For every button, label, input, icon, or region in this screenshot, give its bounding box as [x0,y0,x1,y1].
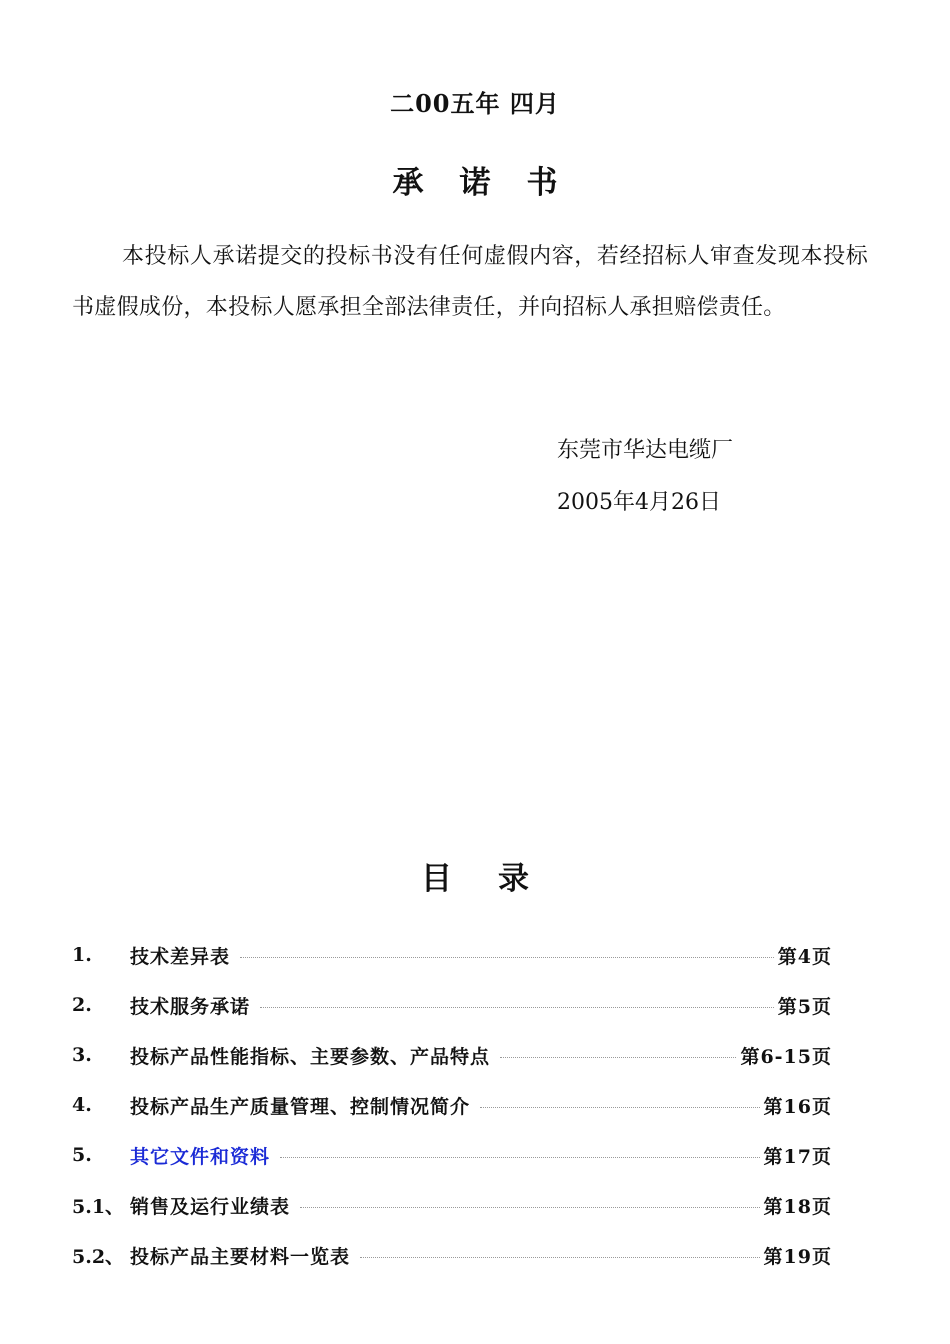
toc-item-number: 5. [72,1144,92,1166]
toc-item-page: 第16页 [763,1095,832,1118]
toc-item-number: 4. [72,1094,92,1116]
toc-item-label: 销售及运行业绩表 [130,1195,291,1218]
toc-item-label: 投标产品生产质量管理、控制情况简介 [130,1095,471,1118]
toc-leader-dots [260,1007,774,1008]
toc-item-number: 2. [72,994,92,1016]
toc-item-page: 第18页 [763,1195,832,1218]
toc-item[interactable] [72,930,832,980]
toc-item[interactable] [72,980,832,1030]
pledge-title: 承诺书 [392,165,594,201]
toc-item-label: 投标产品主要材料一览表 [130,1245,351,1268]
toc-item-page: 第5页 [777,995,832,1018]
toc-leader-dots [240,957,774,958]
toc-item[interactable] [72,1130,832,1180]
toc-leader-dots [360,1257,760,1258]
signature-date: 2005年4月26日 [557,490,721,515]
toc-item-number: 1. [72,944,92,966]
toc-item-label: 投标产品性能指标、主要参数、产品特点 [130,1045,491,1068]
toc-leader-dots [280,1157,760,1158]
toc-item-page: 第6-15页 [740,1045,832,1068]
toc-item-label: 技术服务承诺 [130,995,251,1018]
company-signature: 东莞市华达电缆厂 [557,438,734,463]
document-date-title: 二00五年 四月 [390,89,560,118]
toc-item-number: 3. [72,1044,92,1066]
toc-item[interactable] [72,1180,832,1230]
toc-title: 目录 [421,861,575,897]
toc-item-label: 技术差异表 [130,945,231,968]
toc-leader-dots [500,1057,736,1058]
table-of-contents [72,930,832,1280]
toc-leader-dots [300,1207,760,1208]
toc-item[interactable] [72,1030,832,1080]
toc-item-page: 第17页 [763,1145,832,1168]
toc-item-page: 第4页 [777,945,832,968]
toc-item-page: 第19页 [763,1245,832,1268]
toc-item-number: 5.1、 [72,1195,125,1218]
toc-item-label-link[interactable]: 其它文件和资料 [130,1145,271,1168]
toc-item-number: 5.2、 [72,1245,125,1268]
toc-leader-dots [480,1107,760,1108]
pledge-paragraph: 本投标人承诺提交的投标书没有任何虚假内容，若经招标人审查发现本投标书虚假成份，本投标人愿承担全部法律责任，并向招标人承担赔偿责任。 [72,244,868,320]
toc-item[interactable] [72,1230,832,1280]
toc-item[interactable] [72,1080,832,1130]
